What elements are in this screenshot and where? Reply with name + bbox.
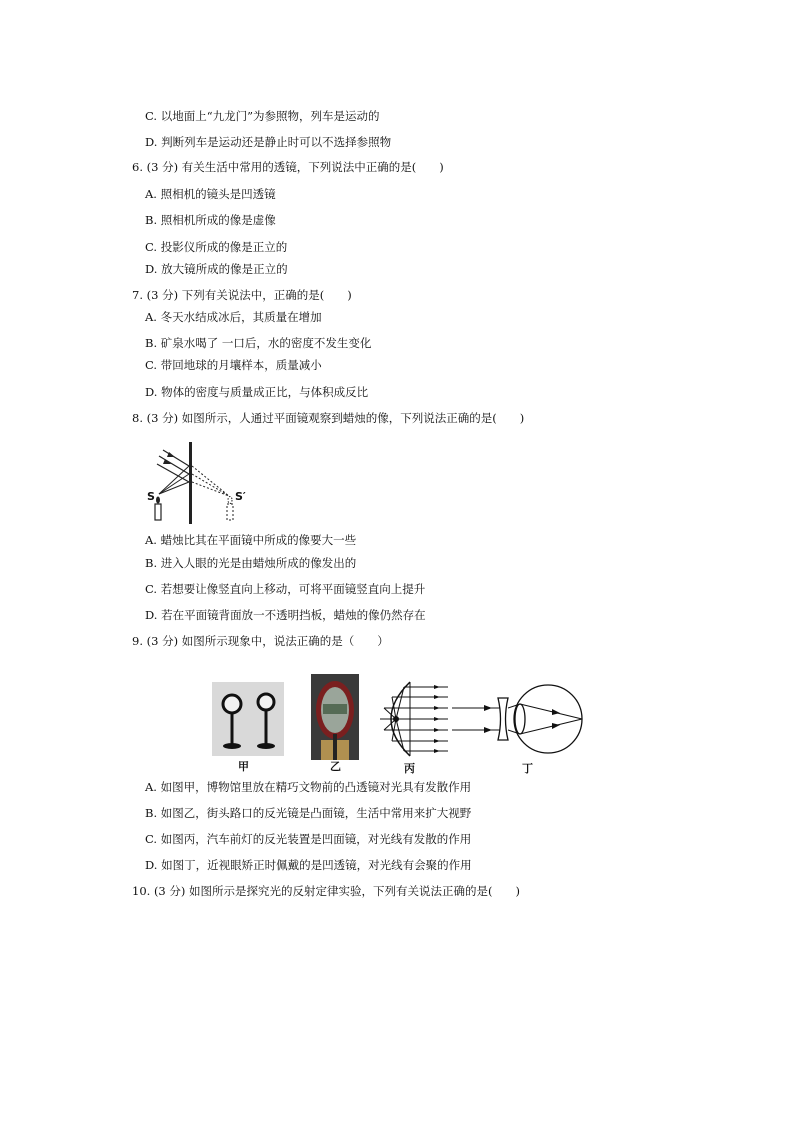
q7-option-b: B. 矿泉水喝了 一口后，水的密度不发生变化 — [145, 336, 372, 350]
q7-option-c: C. 带回地球的月壤样本，质量减小 — [145, 358, 322, 372]
q8-option-a: A. 蜡烛比其在平面镜中所成的像要大一些 — [145, 533, 357, 547]
q6-option-b: B. 照相机所成的像是虚像 — [145, 213, 276, 227]
q9-option-c: C. 如图丙，汽车前灯的反光装置是凹面镜，对光线有发散的作用 — [145, 832, 472, 846]
q9-option-d: D. 如图丁，近视眼矫正时佩戴的是凹透镜，对光线有会聚的作用 — [145, 858, 472, 872]
q6-option-a: A. 照相机的镜头是凹透镜 — [145, 187, 276, 201]
q7-stem: 7. (3 分) 下列有关说法中，正确的是( ) — [132, 288, 352, 302]
q8-plane-mirror-figure — [145, 438, 250, 528]
q7-option-a: A. 冬天水结成冰后，其质量在增加 — [145, 310, 322, 324]
q9-figure-ding-myopia-correction — [452, 682, 588, 758]
q6-option-c: C. 投影仪所成的像是正立的 — [145, 240, 288, 254]
q9-caption-ding: 丁 — [522, 762, 533, 775]
q8-label-s-prime: S′ — [235, 490, 246, 503]
q8-stem: 8. (3 分) 如图所示，人通过平面镜观察到蜡烛的像，下列说法正确的是( ) — [132, 411, 525, 425]
q9-option-a: A. 如图甲，博物馆里放在精巧文物前的凸透镜对光具有发散作用 — [145, 780, 472, 794]
q8-label-s: S — [147, 490, 155, 503]
q9-figure-jia-convex-lens-photo — [212, 682, 284, 756]
q6-option-d: D. 放大镜所成的像是正立的 — [145, 262, 288, 276]
q8-option-d: D. 若在平面镜背面放一不透明挡板，蜡烛的像仍然存在 — [145, 608, 426, 622]
q9-caption-bing: 丙 — [404, 762, 415, 775]
q9-caption-yi: 乙 — [330, 760, 341, 773]
q5-option-d: D. 判断列车是运动还是静止时可以不选择参照物 — [145, 135, 392, 149]
q9-caption-jia: 甲 — [238, 760, 249, 773]
q9-figure-yi-convex-mirror-photo — [311, 674, 359, 760]
q9-option-b: B. 如图乙，街头路口的反光镜是凸面镜，生活中常用来扩大视野 — [145, 806, 472, 820]
q5-option-c: C. 以地面上“九龙门”为参照物，列车是运动的 — [145, 109, 380, 123]
q10-stem: 10. (3 分) 如图所示是探究光的反射定律实验，下列有关说法正确的是( ) — [132, 884, 521, 898]
q8-option-c: C. 若想要让像竖直向上移动，可将平面镜竖直向上提升 — [145, 582, 426, 596]
q9-stem: 9. (3 分) 如图所示现象中，说法正确的是（ ） — [132, 634, 389, 648]
q7-option-d: D. 物体的密度与质量成正比，与体积成反比 — [145, 385, 369, 399]
q9-figure-bing-concave-reflector — [370, 680, 450, 758]
q8-option-b: B. 进入人眼的光是由蜡烛所成的像发出的 — [145, 556, 357, 570]
q6-stem: 6. (3 分) 有关生活中常用的透镜，下列说法中正确的是( ) — [132, 160, 444, 174]
